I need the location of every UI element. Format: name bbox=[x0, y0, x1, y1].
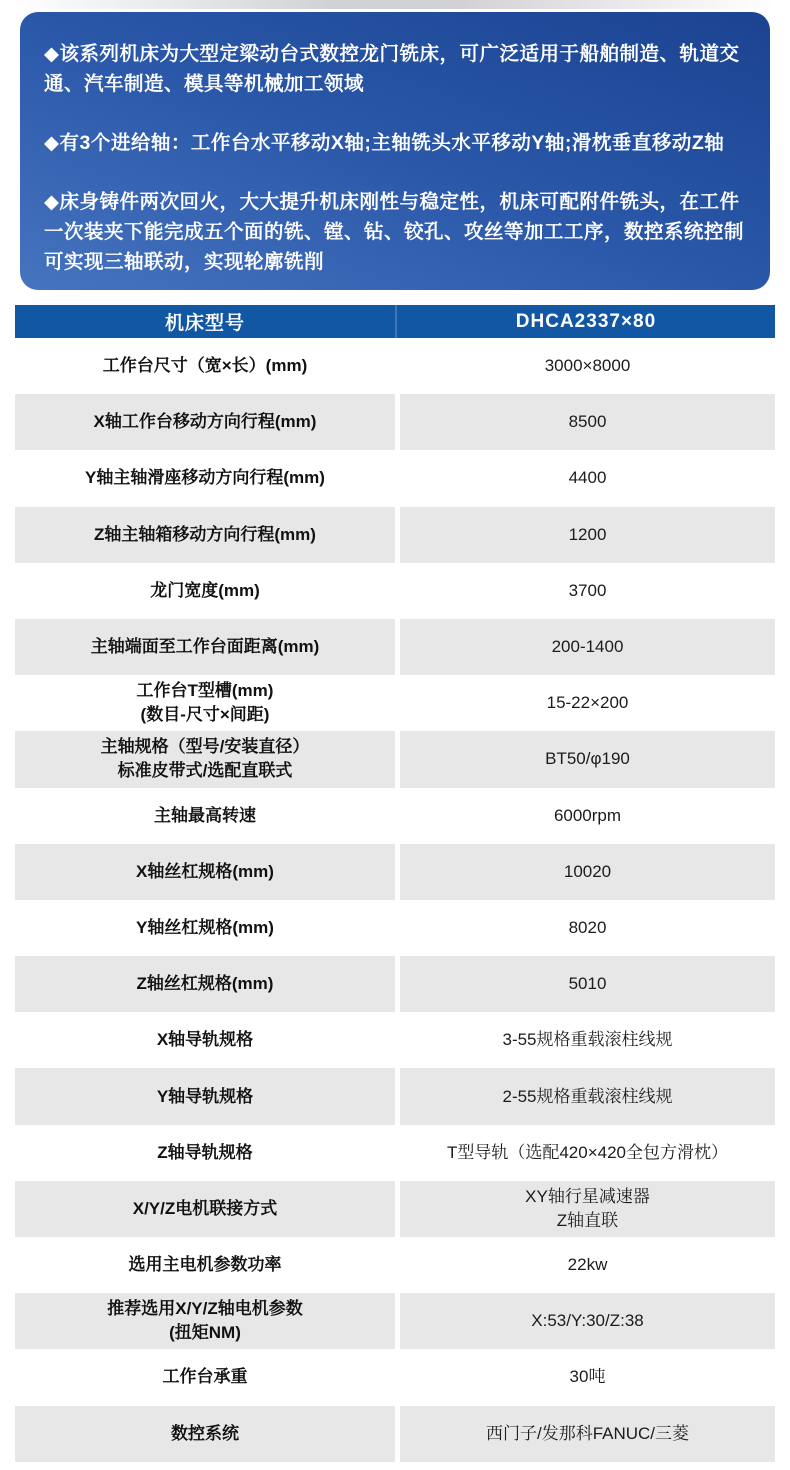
spec-value: X:53/Y:30/Z:38 bbox=[400, 1293, 775, 1349]
table-row bbox=[15, 956, 775, 1012]
spec-label: Y轴主轴滑座移动方向行程(mm) bbox=[15, 450, 395, 506]
spec-label: 推荐选用X/Y/Z轴电机参数 (扭矩NM) bbox=[15, 1293, 395, 1349]
spec-label: 主轴端面至工作台面距离(mm) bbox=[15, 619, 395, 675]
intro-bullet-2: ◆有3个进给轴：工作台水平移动X轴;主轴铣头水平移动Y轴;滑枕垂直移动Z轴 bbox=[44, 132, 725, 154]
spec-value: 10020 bbox=[400, 844, 775, 900]
spec-label: X/Y/Z电机联接方式 bbox=[15, 1181, 395, 1237]
intro-panel bbox=[20, 12, 770, 290]
spec-value: 4400 bbox=[400, 450, 775, 506]
spec-value: 3000×8000 bbox=[400, 338, 775, 394]
table-row bbox=[15, 1181, 775, 1237]
spec-value: 8020 bbox=[400, 900, 775, 956]
spec-value: 6000rpm bbox=[400, 788, 775, 844]
table-row bbox=[15, 619, 775, 675]
table-row bbox=[15, 731, 775, 787]
table-row bbox=[15, 1012, 775, 1068]
spec-label: Y轴丝杠规格(mm) bbox=[15, 900, 395, 956]
spec-value: 1200 bbox=[400, 507, 775, 563]
spec-label: Z轴主轴箱移动方向行程(mm) bbox=[15, 507, 395, 563]
spec-label: Y轴导轨规格 bbox=[15, 1068, 395, 1124]
table-header-row bbox=[15, 305, 775, 338]
spec-label: 选用主电机参数功率 bbox=[15, 1237, 395, 1293]
table-row bbox=[15, 1068, 775, 1124]
table-row bbox=[15, 394, 775, 450]
spec-label: 工作台尺寸（宽×长）(mm) bbox=[15, 338, 395, 394]
table-row bbox=[15, 338, 775, 394]
table-header-param-label: 机床型号 bbox=[15, 305, 395, 338]
table-row bbox=[15, 844, 775, 900]
table-body bbox=[15, 338, 775, 1462]
table-row bbox=[15, 1349, 775, 1405]
table-header-model: DHCA2337×80 bbox=[397, 305, 775, 338]
spec-value: 3-55规格重载滚柱线规 bbox=[400, 1012, 775, 1068]
spec-value: 30吨 bbox=[400, 1349, 775, 1405]
spec-value: 8500 bbox=[400, 394, 775, 450]
spec-label: 数控系统 bbox=[15, 1406, 395, 1462]
spec-label: 工作台承重 bbox=[15, 1349, 395, 1405]
spec-value: 2-55规格重载滚柱线规 bbox=[400, 1068, 775, 1124]
spec-label: Z轴导轨规格 bbox=[15, 1125, 395, 1181]
table-row bbox=[15, 1406, 775, 1462]
spec-label: 主轴规格（型号/安装直径） 标准皮带式/选配直联式 bbox=[15, 731, 395, 787]
spec-value: XY轴行星减速器 Z轴直联 bbox=[400, 1181, 775, 1237]
spec-label: 工作台T型槽(mm) (数目-尺寸×间距) bbox=[15, 675, 395, 731]
spec-label: Z轴丝杠规格(mm) bbox=[15, 956, 395, 1012]
table-row bbox=[15, 675, 775, 731]
intro-bullet-3: ◆床身铸件两次回火，大大提升机床刚性与稳定性，机床可配附件铣头，在工件一次装夹下能完成五个面的铣、镗、钻、铰孔、攻丝等加工工序，数控系统控制可实现三轴联动，实现轮廓铣削 bbox=[44, 191, 745, 273]
table-row bbox=[15, 563, 775, 619]
table-row bbox=[15, 900, 775, 956]
table-row bbox=[15, 1125, 775, 1181]
spec-label: 主轴最高转速 bbox=[15, 788, 395, 844]
table-row bbox=[15, 507, 775, 563]
spec-value: 200-1400 bbox=[400, 619, 775, 675]
spec-label: 龙门宽度(mm) bbox=[15, 563, 395, 619]
spec-value: 15-22×200 bbox=[400, 675, 775, 731]
spec-label: X轴工作台移动方向行程(mm) bbox=[15, 394, 395, 450]
intro-bullet-1: ◆该系列机床为大型定梁动台式数控龙门铣床，可广泛适用于船舶制造、轨道交通、汽车制造、模具等机械加工领域 bbox=[44, 43, 740, 95]
spec-table bbox=[15, 305, 775, 1462]
spec-value: 22kw bbox=[400, 1237, 775, 1293]
table-row bbox=[15, 450, 775, 506]
table-row bbox=[15, 1293, 775, 1349]
spec-label: X轴导轨规格 bbox=[15, 1012, 395, 1068]
table-row bbox=[15, 788, 775, 844]
table-row bbox=[15, 1237, 775, 1293]
spec-value: 3700 bbox=[400, 563, 775, 619]
spec-label: X轴丝杠规格(mm) bbox=[15, 844, 395, 900]
spec-value: 5010 bbox=[400, 956, 775, 1012]
spec-value: BT50/φ190 bbox=[400, 731, 775, 787]
spec-value: 西门子/发那科FANUC/三菱 bbox=[400, 1406, 775, 1462]
top-shadow-band bbox=[0, 0, 790, 9]
spec-value: T型导轨（选配420×420全包方滑枕） bbox=[400, 1125, 775, 1181]
